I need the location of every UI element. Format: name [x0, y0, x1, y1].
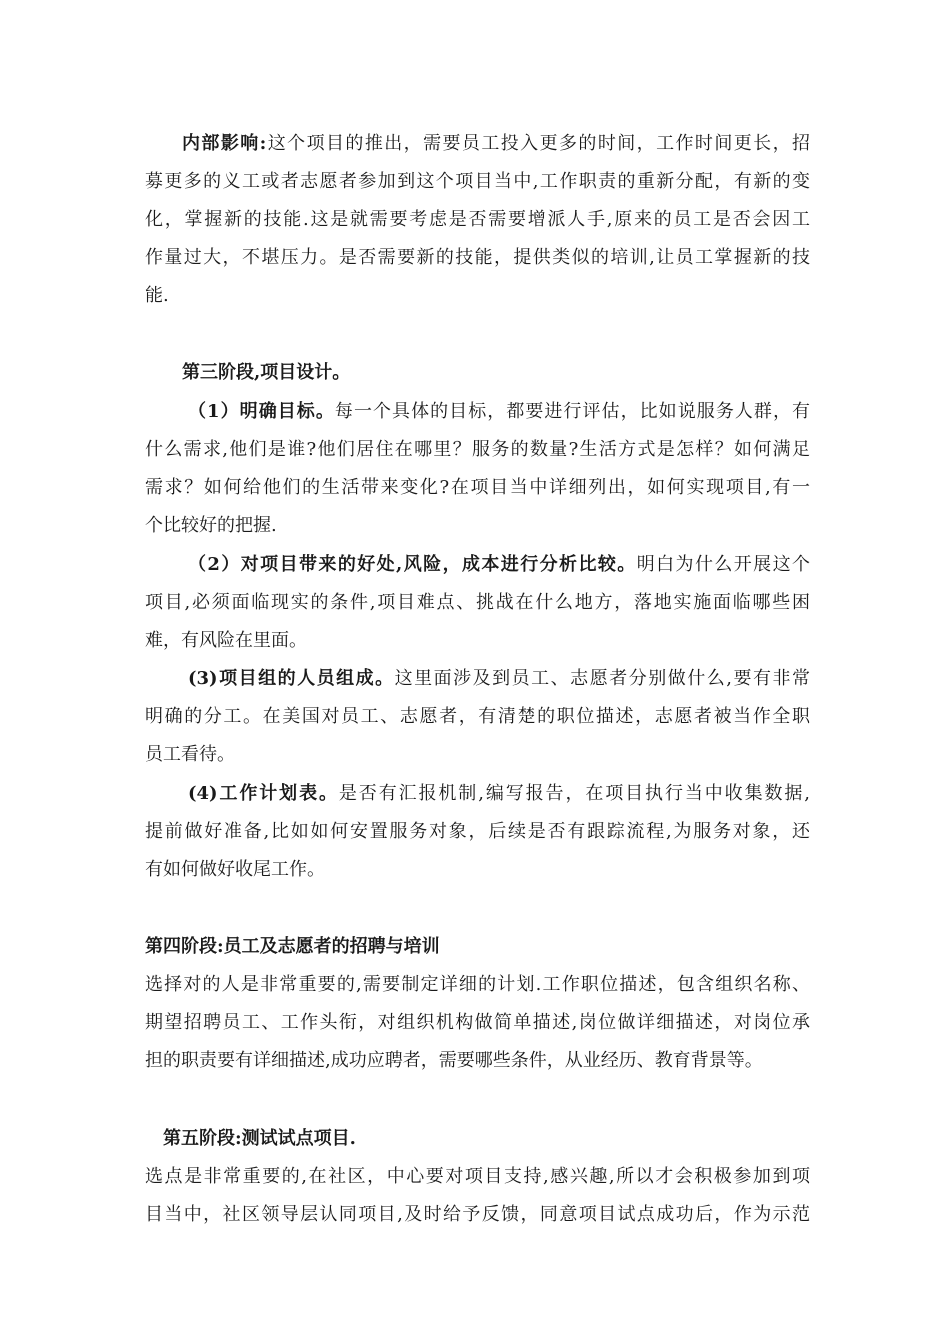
list-item-text: 每一个具体的目标，都要进行评估，比如说服务人群，有 [334, 401, 810, 422]
list-item-line [188, 554, 810, 576]
list-item-heading: （2）对项目带来的好处,风险，成本进行分析比较。 [188, 554, 637, 575]
section-title [182, 362, 810, 384]
list-item-line: 员工看待。 [145, 744, 235, 765]
section-title-text: 第五阶段:测试试点项目. [163, 1128, 356, 1149]
list-item-heading: （1）明确目标。 [188, 401, 335, 422]
list-item-line: 需求？如何给他们的生活带来变化?在项目当中详细列出，如何实现项目,有一 [145, 477, 810, 498]
list-item-line: 项目,必须面临现实的条件,项目难点、挑战在什么地方，落地实施面临哪些困 [145, 592, 810, 613]
paragraph-heading: 内部影响: [182, 133, 267, 154]
list-item-text: 这里面涉及到员工、志愿者分别做什么,要有非常 [394, 668, 810, 689]
paragraph-line: 选择对的人是非常重要的,需要制定详细的计划.工作职位描述，包含组织名称、 [145, 974, 810, 995]
paragraph-text: 这个项目的推出，需要员工投入更多的时间，工作时间更长，招 [266, 133, 810, 154]
list-item-text: 是否有汇报机制,编写报告，在项目执行当中收集数据, [338, 783, 810, 804]
list-item-line: 难，有风险在里面。 [145, 630, 307, 651]
paragraph-line: 作量过大，不堪压力。是否需要新的技能，提供类似的培训,让员工掌握新的技 [145, 247, 810, 268]
list-item-line: 明确的分工。在美国对员工、志愿者，有清楚的职位描述，志愿者被当作全职 [145, 706, 810, 727]
list-item-line: 什么需求,他们是谁?他们居住在哪里？服务的数量?生活方式是怎样？如何满足 [145, 439, 810, 460]
paragraph-line: 化，掌握新的技能.这是就需要考虑是否需要增派人手,原来的员工是否会因工 [145, 209, 810, 230]
section-title-text: 第四阶段:员工及志愿者的招聘与培训 [145, 936, 440, 957]
paragraph-line: 担的职责要有详细描述,成功应聘者，需要哪些条件，从业经历、教育背景等。 [145, 1050, 763, 1071]
paragraph-line: 期望招聘员工、工作头衔，对组织机构做简单描述,岗位做详细描述，对岗位承 [145, 1012, 810, 1033]
paragraph-line [182, 133, 810, 155]
section-title-text: 第三阶段,项目设计。 [182, 362, 351, 383]
list-item-line [188, 783, 810, 805]
section-title [145, 936, 810, 958]
list-item-heading: (3)项目组的人员组成。 [188, 668, 395, 689]
list-item-text: 明白为什么开展这个 [636, 554, 810, 575]
paragraph-line: 目当中，社区领导层认同项目,及时给予反馈，同意项目试点成功后，作为示范 [145, 1204, 810, 1225]
section-title [163, 1128, 810, 1150]
list-item-heading: (4)工作计划表。 [188, 783, 339, 804]
paragraph-line: 能. [145, 285, 169, 306]
list-item-line: 提前做好准备,比如如何安置服务对象，后续是否有跟踪流程,为服务对象，还 [145, 821, 810, 842]
paragraph-line: 选点是非常重要的,在社区，中心要对项目支持,感兴趣,所以才会积极参加到项 [145, 1166, 810, 1187]
list-item-line: 有如何做好收尾工作。 [145, 859, 325, 880]
list-item-line [188, 668, 810, 690]
list-item-line: 个比较好的把握. [145, 515, 277, 536]
paragraph-line: 募更多的义工或者志愿者参加到这个项目当中,工作职责的重新分配，有新的变 [145, 171, 810, 192]
list-item-line [188, 401, 810, 423]
